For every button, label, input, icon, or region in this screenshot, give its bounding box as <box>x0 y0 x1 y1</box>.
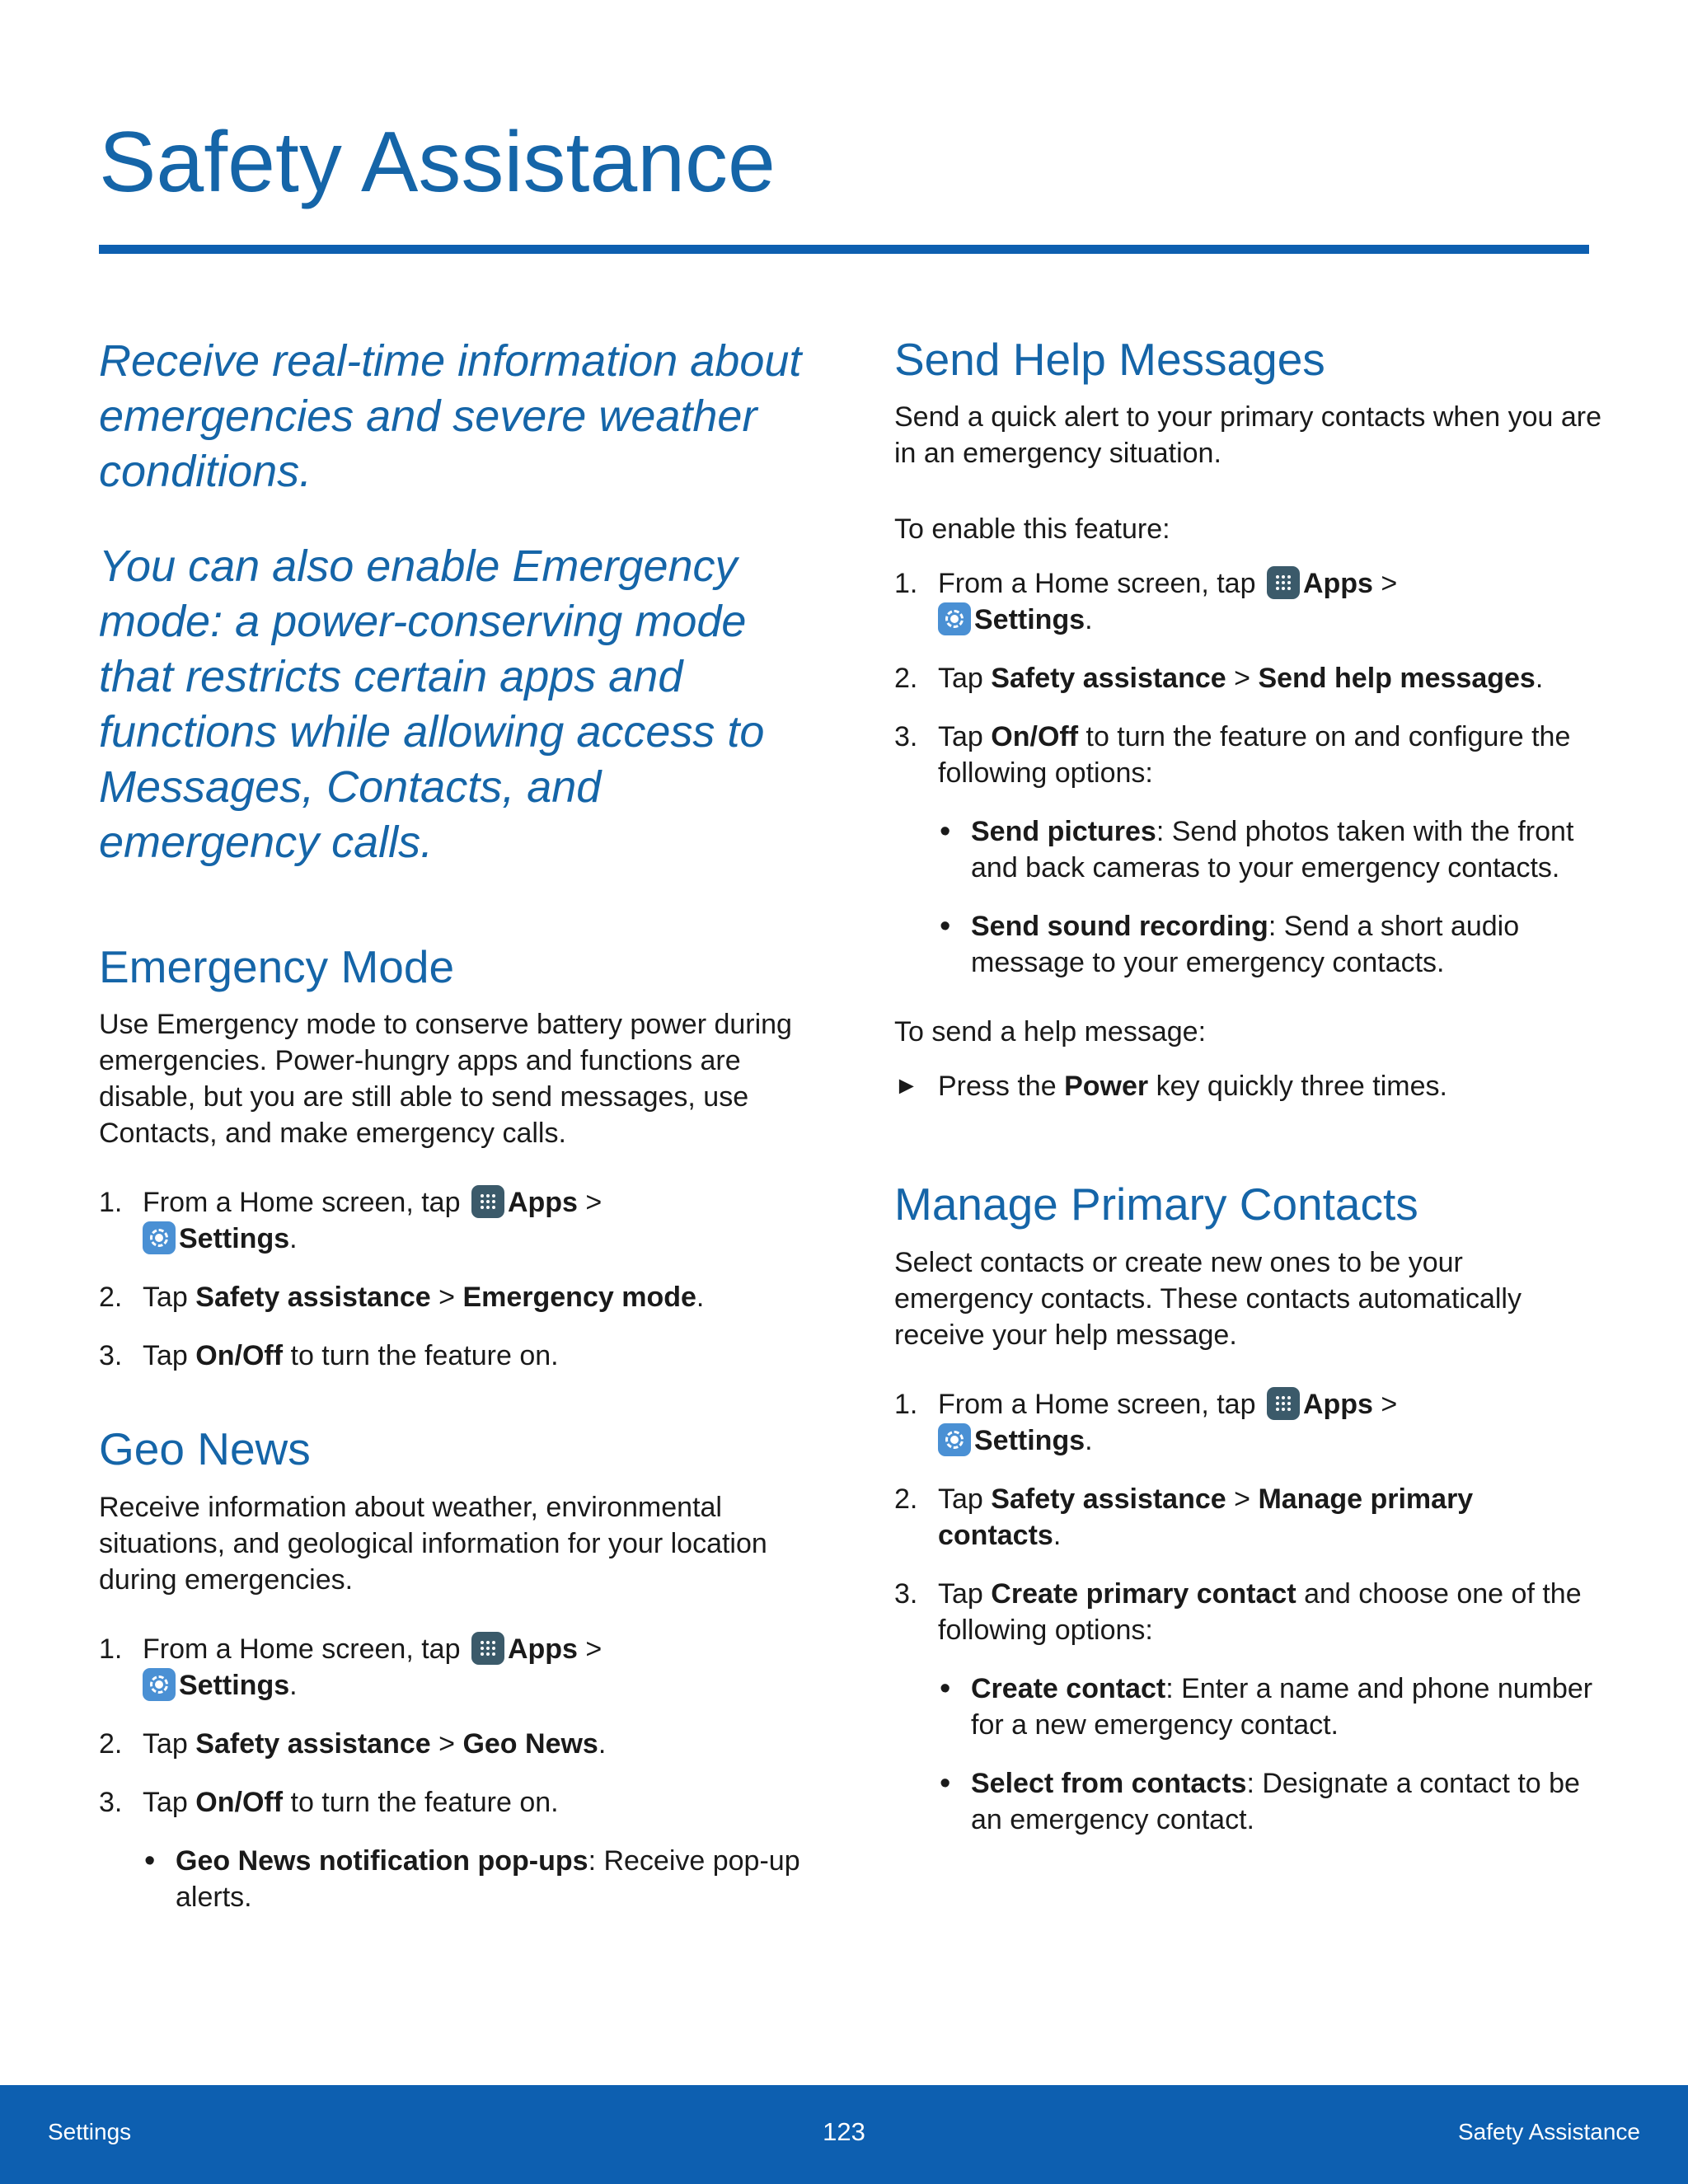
step-item: 3. Tap On/Off to turn the feature on and configure the following options: • Send pictures: Send photos taken with the front and back cameras to your emergency contacts. • Send sound recording: Send a short audio message to your emergency contacts. <box>894 719 1603 981</box>
geo-news-body: Receive information about weather, environmental situations, and geological information for your location during emergencies. <box>99 1491 767 1596</box>
section-emergency-mode <box>99 941 824 1374</box>
send-help-heading: Send Help Messages <box>894 334 1325 385</box>
page-number: 123 <box>823 2117 865 2146</box>
list-item: • Select from contacts: Designate a contact to be an emergency contact. <box>938 1765 1603 1838</box>
page-title: Safety Assistance <box>99 115 776 210</box>
step-item: 1. From a Home screen, tap Apps > Settings. <box>894 568 1398 636</box>
page-footer <box>0 2085 1688 2184</box>
geo-news-steps <box>99 1631 824 1915</box>
step-item: 2. Tap Safety assistance > Manage primary contacts. <box>894 1483 1474 1551</box>
section-manage-primary-contacts <box>894 1179 1603 1837</box>
manage-contacts-steps <box>894 1386 1603 1838</box>
settings-gear-icon <box>143 1221 176 1254</box>
play-arrow-icon: ► <box>894 1072 919 1100</box>
step-item: 3. Tap Create primary contact and choose one of the following options: • Create contact: Enter a name and phone number for a new emergency contact. • Select from contacts: Designate a contact to be an emergency contact. <box>894 1576 1603 1838</box>
settings-gear-icon <box>143 1668 176 1701</box>
list-item: • Send pictures: Send photos taken with the front and back cameras to your emergency contacts. <box>938 813 1603 886</box>
step-item: 3. Tap On/Off to turn the feature on. • Geo News notification pop-ups: Receive pop-up alerts. <box>99 1784 824 1915</box>
footer-section-label: Settings <box>48 2119 132 2144</box>
manage-contacts-options <box>938 1671 1603 1838</box>
apps-icon <box>471 1632 504 1665</box>
step-item: 3. Tap On/Off to turn the feature on. <box>99 1340 559 1372</box>
intro-paragraph-1: Receive real-time information about emergencies and severe weather conditions. <box>99 336 802 496</box>
title-rule <box>99 245 1589 254</box>
step-item: 1. From a Home screen, tap Apps > Settings. <box>99 1633 603 1701</box>
geo-news-heading: Geo News <box>99 1423 311 1475</box>
step-item: 1. From a Home screen, tap Apps > Settings. <box>894 1388 1398 1456</box>
send-help-steps <box>894 565 1603 981</box>
step-item: 2. Tap Safety assistance > Geo News. <box>99 1727 607 1760</box>
list-item: • Geo News notification pop-ups: Receive pop-up alerts. <box>143 1843 824 1915</box>
settings-gear-icon <box>938 602 971 635</box>
section-geo-news <box>99 1423 824 1915</box>
left-column <box>99 334 824 1952</box>
manage-contacts-heading: Manage Primary Contacts <box>894 1179 1418 1230</box>
emergency-mode-body: Use Emergency mode to conserve battery power during emergencies. Power-hungry apps and functions are disable, but you are still able to send messages, use Contacts, and make emergency calls. <box>99 1009 792 1150</box>
list-item: • Create contact: Enter a name and phone number for a new emergency contact. <box>938 1671 1603 1743</box>
apps-icon <box>1267 1387 1300 1420</box>
intro-paragraph-2: You can also enable Emergency mode: a power-conserving mode that restricts certain apps and functions while allowing access to Messages, Contacts, and emergency calls. <box>99 541 765 867</box>
geo-news-options <box>143 1843 824 1915</box>
settings-gear-icon <box>938 1423 971 1456</box>
apps-icon <box>471 1185 504 1218</box>
step-item: 1. From a Home screen, tap Apps > Settings. <box>99 1187 603 1255</box>
list-item: • Send sound recording: Send a short audio message to your emergency contacts. <box>938 908 1603 981</box>
step-item: 2. Tap Safety assistance > Emergency mode. <box>99 1282 705 1314</box>
send-help-options <box>938 813 1603 981</box>
press-power-instruction: ► Press the Power key quickly three times. <box>894 1068 1603 1104</box>
emergency-mode-heading: Emergency Mode <box>99 941 455 992</box>
enable-feature-lead: To enable this feature: <box>894 513 1170 546</box>
step-item: 2. Tap Safety assistance > Send help messages. <box>894 663 1544 695</box>
footer-chapter-label: Safety Assistance <box>1457 2119 1640 2144</box>
send-message-lead: To send a help message: <box>894 1016 1207 1048</box>
send-help-body: Send a quick alert to your primary contacts when you are in an emergency situation. <box>894 401 1601 470</box>
section-send-help-messages <box>894 334 1603 1104</box>
right-column <box>894 334 1603 1874</box>
emergency-mode-steps <box>99 1184 824 1374</box>
manage-contacts-body: Select contacts or create new ones to be your emergency contacts. These contacts automatically receive your help message. <box>894 1246 1522 1351</box>
apps-icon <box>1267 566 1300 599</box>
